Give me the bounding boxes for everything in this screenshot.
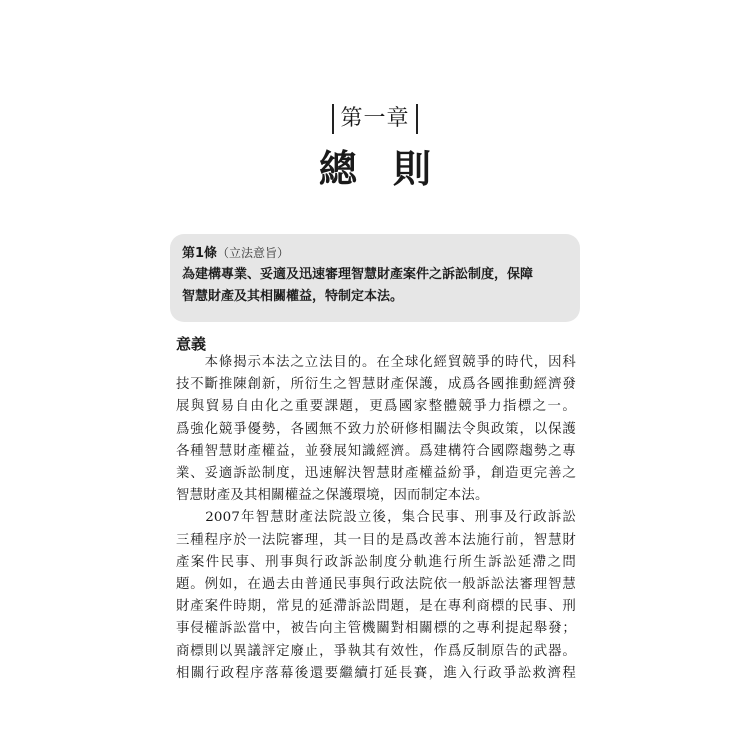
article-caption: （立法意旨） xyxy=(217,246,290,260)
paragraph-line: 業、妥適訴訟制度，迅速解決智慧財產權益紛爭，創造更完善之 xyxy=(176,466,576,482)
paragraph-line: 各種智慧財產權益，並發展知識經濟。爲建構符合國際趨勢之專 xyxy=(176,443,576,459)
paragraph-line: 商標則以異議評定廢止，爭執其有效性，作爲反制原告的武器。 xyxy=(176,643,576,659)
article-header xyxy=(182,243,568,264)
paragraph-line: 爲強化競爭優勢，各國無不致力於研修相關法令與政策，以保護 xyxy=(176,421,576,437)
article-text-line: 智慧財產及其相關權益，特制定本法。 xyxy=(182,289,404,304)
article-number: 第1條 xyxy=(182,246,218,261)
paragraph-line: 三種程序於一法院審理，其一目的是爲改善本法施行前，智慧財 xyxy=(176,532,576,548)
paragraph-line: 展與貿易自由化之重要課題，更爲國家整體競爭力指標之一。 xyxy=(176,399,576,415)
chapter-title: 總則 xyxy=(318,147,467,191)
paragraph-line: 2007年智慧財產法院設立後，集合民事、刑事及行政訴訟 xyxy=(176,510,576,526)
paragraph-line: 題。例如，在過去由普通民事與行政法院依一般訴訟法審理智慧 xyxy=(176,577,576,593)
paragraph-line: 產案件民事、刑事與行政訴訟制度分軌進行所生訴訟延滯之問 xyxy=(176,554,576,570)
paragraph-line: 相關行政程序落幕後還要繼續打延長賽，進入行政爭訟救濟程 xyxy=(176,665,576,681)
chapter-label: 第一章 xyxy=(332,104,417,134)
paragraph-line: 智慧財產及其相關權益之保護環境，因而制定本法。 xyxy=(176,488,489,504)
article-box xyxy=(170,234,580,322)
paragraph-line: 財產案件時期，常見的延滯訴訟問題，是在專利商標的民事、刑 xyxy=(176,599,576,615)
paragraph-line: 事侵權訴訟當中，被告向主管機關對相關標的之專利提起舉發； xyxy=(176,621,576,637)
paragraph-line: 本條揭示本法之立法目的。在全球化經貿競爭的時代，因科 xyxy=(176,355,576,370)
article-text-line: 為建構專業、妥適及迅速審理智慧財產案件之訴訟制度，保障 xyxy=(182,267,534,282)
paragraph-line: 技不斷推陳創新，所衍生之智慧財產保護，成爲各國推動經濟發 xyxy=(176,377,576,393)
chapter-heading xyxy=(0,104,750,134)
section-heading: 意義 xyxy=(176,335,207,353)
commentary-body xyxy=(176,352,576,685)
